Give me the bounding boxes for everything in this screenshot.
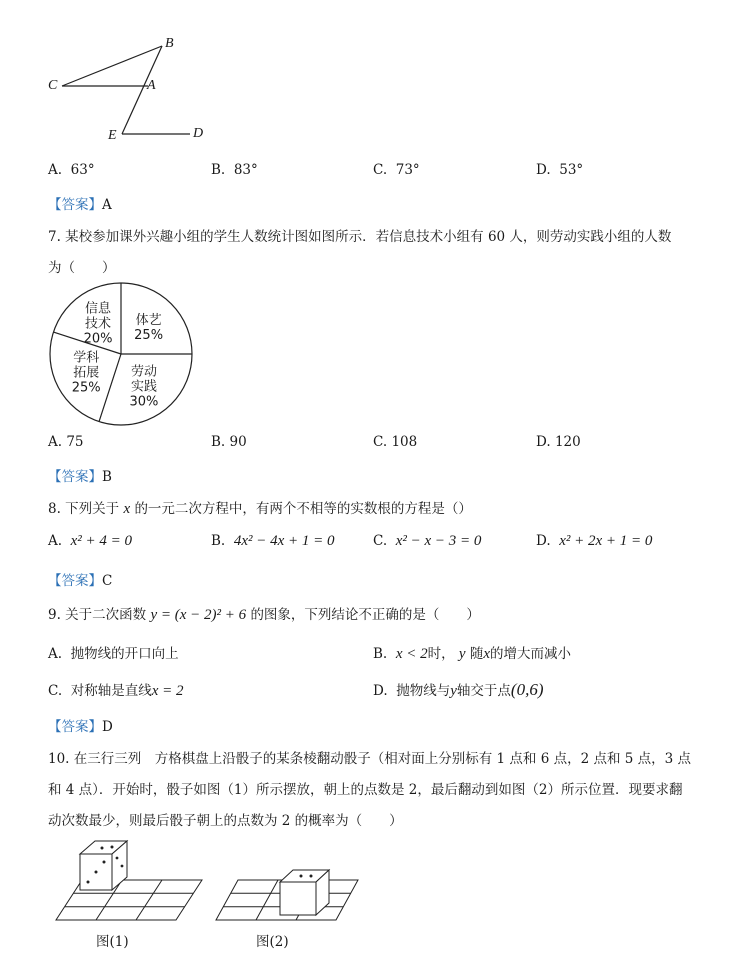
q10-figure-1: [50, 838, 210, 928]
q9-answer: 【答案】D: [48, 719, 113, 735]
pie-svg: [48, 281, 194, 427]
q6-option-a: A. 63°: [48, 162, 95, 178]
q8-option-d: D. x² + 2x + 1 = 0: [536, 533, 653, 549]
pie-slice-percent: 25%: [71, 380, 101, 396]
q10-stem-line2: 和 4 点）．开始时，骰子如图（1）所示摆放，朝上的点数是 2，最后翻动到如图（2）所示位置．现要求翻: [48, 782, 683, 798]
q10-figure-2-caption: 图(2): [256, 934, 289, 950]
point-label-e: E: [108, 128, 117, 143]
pie-slice-label: 技术: [85, 316, 112, 332]
point-label-c: C: [48, 78, 58, 93]
q10-figure-1-caption: 图(1): [96, 934, 129, 950]
pie-slice-label: 体艺: [135, 312, 162, 328]
point-label-d: D: [193, 126, 204, 141]
pie-slice-percent: 25%: [134, 327, 164, 343]
q7-option-c: C. 108: [373, 434, 418, 450]
q8-option-b: B. 4x² − 4x + 1 = 0: [211, 533, 335, 549]
q10-figure-2: [210, 858, 370, 930]
point-label-b: B: [165, 36, 174, 51]
pie-slice-label: 实践: [130, 379, 157, 395]
q7-answer: 【答案】B: [48, 469, 112, 485]
q8-option-a: A. x² + 4 = 0: [48, 533, 133, 549]
pie-slice-label: 信息: [85, 301, 112, 317]
q6-option-c: C. 73°: [373, 162, 420, 178]
q6-figure: [40, 30, 230, 150]
q7-stem-line1: 7. 某校参加课外兴趣小组的学生人数统计图如图所示．若信息技术小组有 60 人，则劳动实践小组的人数: [48, 229, 672, 245]
point-label-a: A: [147, 78, 156, 93]
q10-stem-line1: 10. 在三行三列 方格棋盘上沿骰子的某条棱翻动骰子（相对面上分别标有 1 点和 6 点，2 点和 5 点，3 点: [48, 751, 692, 767]
dice-board-1: [50, 838, 210, 928]
q7-option-a: A. 75: [48, 434, 84, 450]
q9-option-a: A. 抛物线的开口向上: [48, 646, 179, 662]
q7-stem-line2: 为（ ）: [48, 260, 116, 276]
q7-option-b: B. 90: [211, 434, 247, 450]
pie-slice-label: 拓展: [73, 365, 100, 381]
dice-board-2: [210, 858, 370, 930]
q7-option-d: D. 120: [536, 434, 581, 450]
q6-option-d: D. 53°: [536, 162, 584, 178]
q6-answer: 【答案】A: [48, 197, 112, 213]
q8-option-c: C. x² − x − 3 = 0: [373, 533, 482, 549]
q9-option-d: D. 抛物线与y轴交于点(0,6): [373, 680, 544, 699]
q7-pie-chart: [48, 281, 194, 427]
q8-answer: 【答案】C: [48, 573, 113, 589]
q9-option-c: C. 对称轴是直线x = 2: [48, 683, 184, 699]
q9-option-b: B. x < 2时， y 随x的增大而减小: [373, 646, 572, 662]
pie-slice-label: 学科: [73, 350, 100, 366]
q9-stem: 9. 关于二次函数 y = (x − 2)² + 6 的图象，下列结论不正确的是（ ）: [48, 607, 480, 623]
q6-option-b: B. 83°: [211, 162, 258, 178]
pie-slice-percent: 30%: [129, 394, 159, 410]
q10-stem-line3: 动次数最少，则最后骰子朝上的点数为 2 的概率为（ ）: [48, 813, 403, 829]
pie-slice-label: 劳动: [130, 364, 157, 380]
pie-slice-percent: 20%: [83, 331, 113, 347]
q8-stem: 8. 下列关于 x 的一元二次方程中，有两个不相等的实数根的方程是（）: [48, 501, 472, 517]
